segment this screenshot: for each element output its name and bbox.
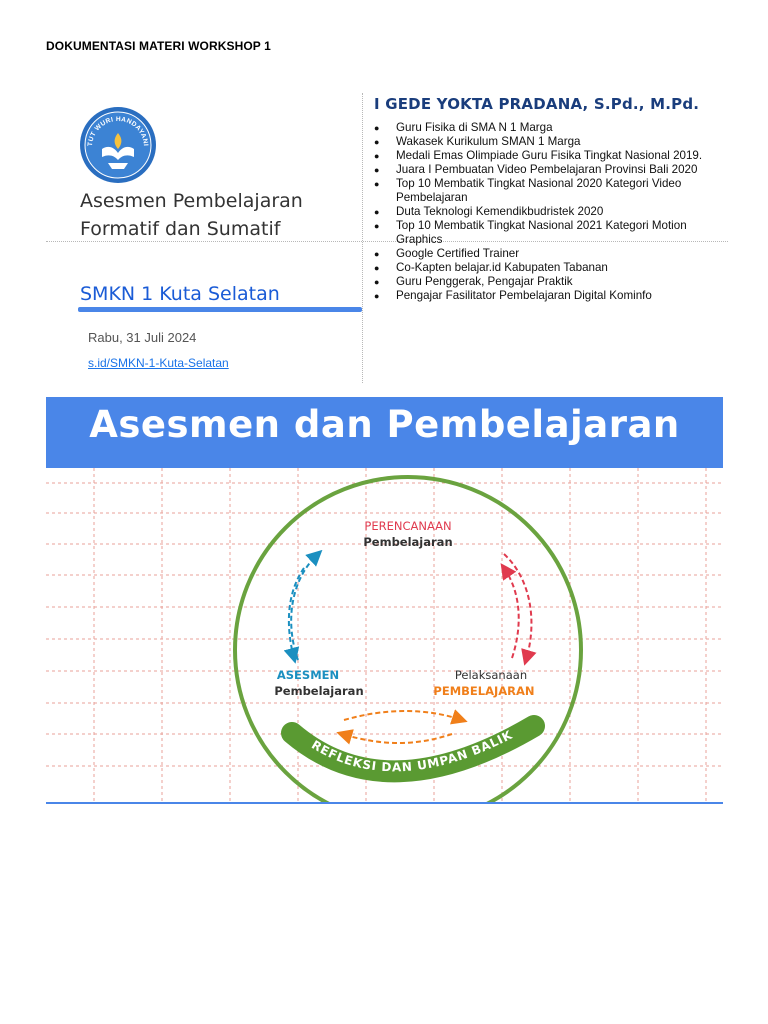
asesmen-sublabel: Pembelajaran	[274, 684, 364, 698]
credential-item: ● Guru Penggerak, Pengajar Praktik	[374, 275, 734, 289]
credential-item: ● Wakasek Kurikulum SMAN 1 Marga	[374, 135, 734, 149]
credential-item: ● Pengajar Fasilitator Pembelajaran Digital Kominfo	[374, 289, 734, 303]
pelaksanaan-to-asesmen-arrow	[342, 734, 452, 743]
vertical-divider	[362, 93, 363, 383]
credential-item: ● Guru Fisika di SMA N 1 Marga	[374, 121, 734, 135]
perencanaan-sublabel: Pembelajaran	[363, 535, 453, 549]
school-name: SMKN 1 Kuta Selatan	[80, 283, 280, 305]
slide-title-line-1: Asesmen Pembelajaran	[80, 190, 303, 212]
credential-item: ● Top 10 Membatik Tingkat Nasional 2020 Kategori Video Pembelajaran	[374, 177, 734, 205]
school-underline-bar	[78, 307, 362, 312]
credential-item: ● Medali Emas Olimpiade Guru Fisika Tingkat Nasional 2019.	[374, 149, 734, 163]
slide-banner	[46, 397, 723, 468]
slide-title	[80, 187, 303, 243]
assessment-cycle-slide	[46, 397, 723, 805]
slide-title-line-2: Formatif dan Sumatif	[80, 218, 281, 240]
banner-title: Asesmen dan Pembelajaran	[89, 403, 680, 446]
pelaksanaan-label: Pelaksanaan	[454, 668, 528, 682]
credential-item: ● Top 10 Membatik Tingkat Nasional 2021 Kategori Motion Graphics	[374, 219, 734, 247]
credential-item: ● Co-Kapten belajar.id Kabupaten Tabanan	[374, 261, 734, 275]
presenter-name: I GEDE YOKTA PRADANA, S.Pd., M.Pd.	[374, 95, 700, 113]
credential-item: ● Google Certified Trainer	[374, 247, 734, 261]
workshop-date: Rabu, 31 Juli 2024	[88, 330, 197, 345]
refleksi-ribbon-text: REFLEKSI DAN UMPAN BALIK	[309, 727, 515, 775]
perencanaan-label: PERENCANAAN	[364, 519, 452, 533]
presenter-credentials-list	[374, 121, 734, 303]
svg-text:TUT WURI HANDAYANI: TUT WURI HANDAYANI	[86, 115, 150, 147]
tut-wuri-handayani-logo	[78, 105, 158, 185]
credential-item: ● Juara I Pembuatan Video Pembelajaran Provinsi Bali 2020	[374, 163, 734, 177]
pelaksanaan-sublabel: PEMBELAJARAN	[433, 684, 535, 698]
credential-item: ● Duta Teknologi Kemendikbudristek 2020	[374, 205, 734, 219]
pelaksanaan-to-perencanaan-arrow	[504, 568, 519, 658]
document-header: DOKUMENTASI MATERI WORKSHOP 1	[46, 39, 271, 53]
asesmen-to-pelaksanaan-arrow	[344, 711, 462, 720]
perencanaan-to-asesmen-arrow	[289, 568, 304, 658]
slide-bottom-rule	[46, 802, 723, 804]
title-slide	[46, 83, 728, 390]
cycle-diagram	[46, 468, 723, 803]
asesmen-label: ASESMEN	[276, 668, 340, 682]
school-link[interactable]: s.id/SMKN-1-Kuta-Selatan	[88, 356, 229, 370]
